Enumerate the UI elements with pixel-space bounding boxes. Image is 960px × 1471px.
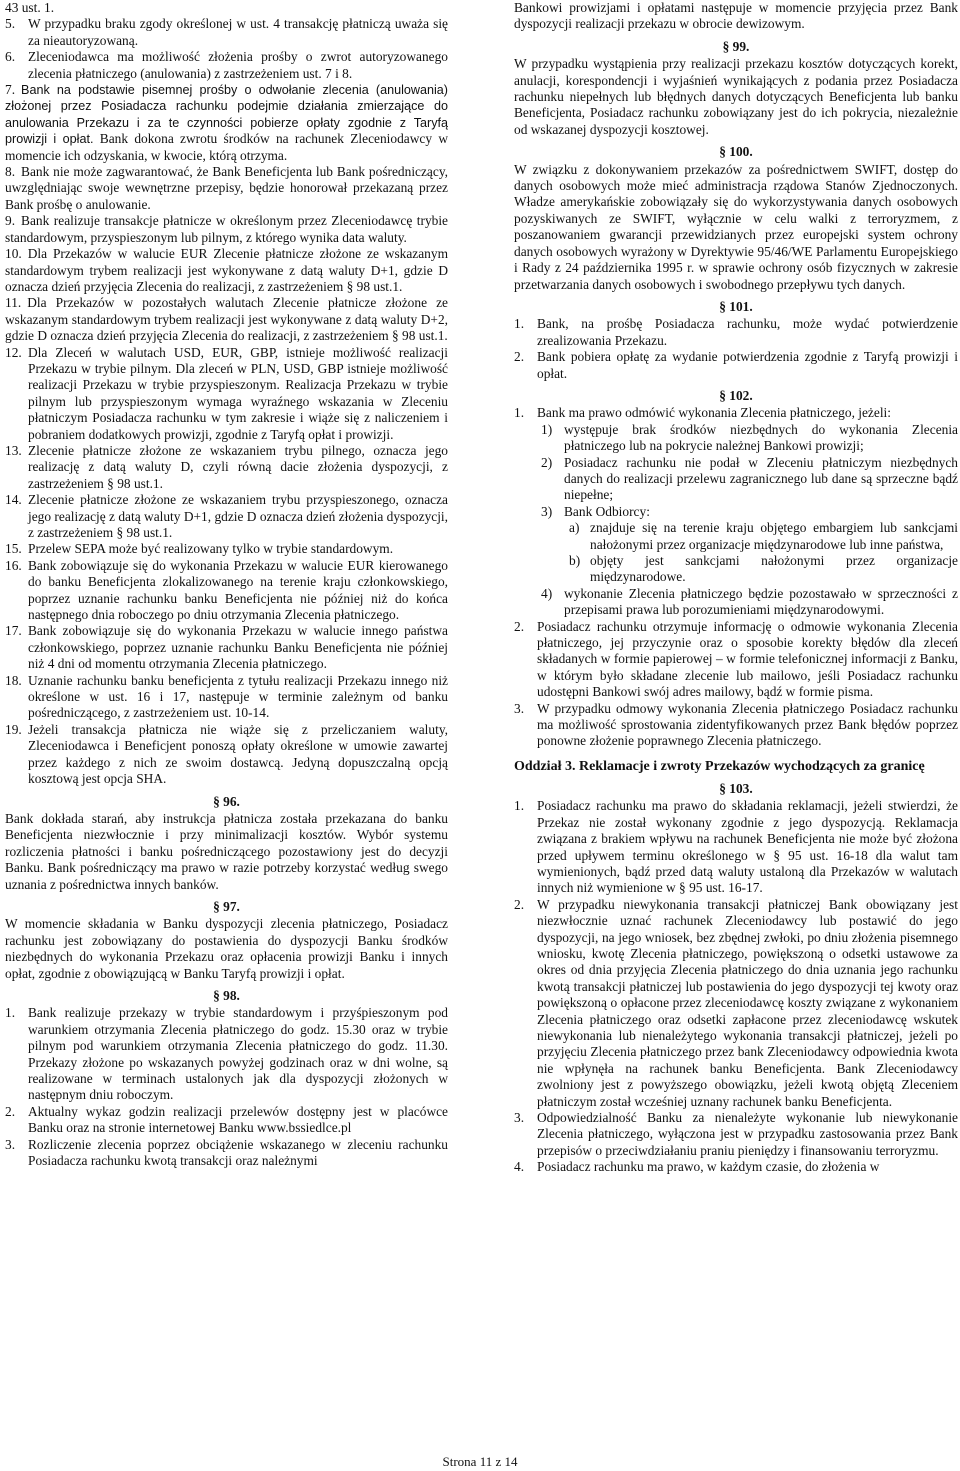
section-number: § 99. — [722, 38, 750, 54]
list-item: 4. Posiadacz rachunku ma prawo, w każdym czasie, do złożenia w — [514, 1159, 880, 1175]
sub-item: 2) Posiadacz rachunku nie podał w Zleceniu płatniczym niezbędnych danych do realizacji przelewu zagranicznego lub dane są sprzeczne bądź niepełne; — [541, 454, 958, 503]
section-number: § 96. — [213, 793, 240, 809]
list-item: 11. Dla Przekazów w pozostałych walutach Zlecenie płatnicze złożone ze wskazanym standardowym trybem realizacji jest wykonywane z datą waluty D+2, gdzie D oznacza dzień przyjęcia Zlecenia do realizacji, z zastrzeżeniem § 98 ust.1. — [5, 295, 448, 344]
paragraph: Bank dokłada starań, aby instrukcja płatnicza została przekazana do banku Beneficjenta niezwłocznie i przy minimalizacji kosztów. Wybór systemu rozliczenia płatności i banku pośredniczącego pozostawiony jest do decyzji Banku. Bank pośredniczący ma prawo w razie potrzeby korzystać według swego uznania z pośrednictwa innych banków. — [5, 810, 448, 892]
sub-sub-item: a) znajduje się na terenie kraju objętego embargiem lub sankcjami nałożonymi przez organizacje międzynarodowe lub inne państwa, — [569, 520, 958, 552]
left-column — [5, 0, 448, 1169]
list-item: 2. W przypadku niewykonania transakcji płatniczej Bank obowiązany jest niezwłocznie uznać rachunek Zleceniodawcy lub postawić do jego dyspozycji, na jego wniosek, bez zbędnej zwłoki, po dniu złożenia pisemnego wniosku, kwotę Zlecenia płatniczego, powiększoną o odsetki ustawowe za okres od dnia przyjęcia Zlecenia płatniczego do dnia uznania jego rachunku kwotą transakcji płatniczej lub postawienia do jego dyspozycji tej kwoty oraz powiększoną o opłacone przez zleceniodawcę koszty związane z wykonaniem Zlecenia płatniczego oraz odsetki zapłacone przez zleceniodawcę wskutek niewykonania lub nienależytego wykonania transakcji płatniczej, jeżeli po przyjęciu Zlecenia płatniczego przez bank Zleceniodawcy odpowiednia kwota nie wpłynęła na rachunek banku Beneficjenta. Bank Zleceniodawcy zwolniony jest z powyższego obowiązku, jeżeli kwotą objętą Zleceniem płatniczym został wcześniej uznany rachunek banku Beneficjenta. — [514, 896, 958, 1109]
list-item: 1. Bank, na prośbę Posiadacza rachunku, może wydać potwierdzenie zrealizowania Przekazu. — [514, 316, 958, 348]
sub-item: 3) Bank Odbiorcy: — [541, 503, 650, 519]
right-column — [514, 0, 958, 1176]
paragraph: Bankowi prowizjami i opłatami następuje w momencie przyjęcia przez Bank dyspozycji realizacji przekazu w obrocie dewizowym. — [514, 0, 958, 32]
section-number: § 103. — [719, 780, 753, 796]
list-item: 2. Bank pobiera opłatę za wydanie potwierdzenia zgodnie z Taryfą prowizji i opłat. — [514, 349, 958, 381]
page-footer: Strona 11 z 14 — [442, 1454, 518, 1469]
list-item: 1. Posiadacz rachunku ma prawo do składania reklamacji, jeżeli stwierdzi, że Przekaz nie został wykonany zgodnie z jego dyspozycją. Reklamacja związana z brakiem wpływu na rachunek Beneficjenta nie może być złożona przed upływem terminu określonego w § 95 ust. 16-18 dla walut tam wymienionych, bądź przed datą waluty ustaloną dla Przekazów w walutach innych niż wymienione w § 95 ust. 16-17. — [514, 798, 958, 896]
list-item: 18. Uznanie rachunku banku beneficjenta z tytułu realizacji Przekazu innego niż określone w ust. 16 i 17, następuje w terminie zależnym od banku pośredniczącego, z zastrzeżeniem ust. 10-14. — [5, 672, 448, 721]
list-item: 13. Zlecenie płatnicze złożone ze wskazaniem trybu pilnego, oznacza jego realizację z datą waluty D, czyli równą dacie złożenia dyspozycji, z zastrzeżeniem § 98 ust.1. — [5, 442, 448, 491]
list-item: 10. Dla Przekazów w walucie EUR Zlecenie płatnicze złożone ze wskazanym standardowym trybem realizacji jest wykonywane z datą waluty D+1, gdzie D oznacza dzień przyjęcia Zlecenia do realizacji, z zastrzeżeniem § 98 ust.1. — [5, 246, 448, 294]
list-item: 6. Zleceniodawca ma możliwość złożenia prośby o zwrot autoryzowanego zlecenia płatniczego (anulowania) z zastrzeżeniem ust. 7 i 8. — [5, 49, 448, 81]
sub-item: 4) wykonanie Zlecenia płatniczego będzie pozostawało w sprzeczności z przepisami prawa lub porozumieniami międzynarodowymi. — [541, 585, 958, 618]
list-item: 7. Bank na podstawie pisemnej prośby o odwołanie zlecenia (anulowania) złożonej przez Posiadacza rachunku podejmie działania zmierzające do anulowania Przekazu i za te czynności pobierze opłaty zgodnie z Taryfą prowizji i opłat. Bank dokona zwrotu środków na rachunek Zleceniodawcy w momencie ich odzyskania, w kwocie, którą otrzyma. — [5, 82, 448, 163]
sub-sub-item: b) objęty jest sankcjami nałożonymi przez organizacje międzynarodowe. — [569, 553, 958, 585]
paragraph: W momencie składania w Banku dyspozycji zlecenia płatniczego, Posiadacz rachunku jest zobowiązany do postawienia do dyspozycji Banku środków niezbędnych do wykonania Przekazu oraz opłacenia prowizji Banku i innych opłat, zgodnie z obowiązującą w Banku Taryfą prowizji i opłat. — [5, 916, 448, 981]
list-item: 2. Aktualny wykaz godzin realizacji przelewów dostępny jest w placówce Banku oraz na stronie internetowej Banku www.bssiedlce.pl — [5, 1103, 448, 1136]
section-number: § 102. — [719, 387, 753, 403]
list-item: 12. Dla Zleceń w walutach USD, EUR, GBP, istnieje możliwość realizacji Przekazu w trybie pilnym. Dla zleceń w PLN, USD, GBP istnieje możliwość realizacji Przekazu w trybie przyspieszonym. Realizacja Przekazu w trybie pilnym lub przyspieszonym wymaga wyraźnego wskazania w Zleceniu płatniczym Posiadacza rachunku w tym zakresie i wiąże się z naliczeniem i pobraniem dodatkowych prowizji, zgodnie z Taryfą opłat i prowizji. — [5, 344, 448, 442]
list-item: 3. W przypadku odmowy wykonania Zlecenia płatniczego Posiadacz rachunku ma możliwość sprostowania zidentyfikowanych przez Bank błędów poprzez ponowne złożenie poprawnego Zlecenia płatniczego. — [514, 700, 958, 749]
list-item: 14. Zlecenie płatnicze złożone ze wskazaniem trybu przyspieszonego, oznacza jego realizację z datą waluty D+1, gdzie D oznacza dzień złożenia dyspozycji, z zastrzeżeniem § 98 ust.1. — [5, 492, 448, 540]
paragraph: W związku z dokonywaniem przekazów za pośrednictwem SWIFT, dostęp do danych osobowych może mieć administracja rządowa Stanów Zjednoczonych. Władze amerykańskie zobowiązały się do wykorzystywania danych osobowych pozyskiwanych ze SWIFT, wyłącznie w celu walki z terroryzmem, z poszanowaniem gwarancji przewidzianych przez europejski system ochrony danych osobowych wyrażony w Dyrektywie 95/46/WE Parlamentu Europejskiego i Rady z 24 października 1995 r. w sprawie ochrony osób fizycznych w zakresie przetwarzania danych osobowych i swobodnego przepływu tych danych. — [514, 161, 958, 292]
list-item: 15. Przelew SEPA może być realizowany tylko w trybie standardowym. — [5, 541, 394, 557]
list-item: 8. Bank nie może zagwarantować, że Bank Beneficjenta lub Bank pośredniczący, uwzględniając swoje wewnętrzne przepisy, będzie honorował przekazaną przez Bank prośbę o anulowanie. — [5, 164, 448, 212]
list-item: 2. Posiadacz rachunku otrzymuje informację o odmowie wykonania Zlecenia płatniczego, jej przyczynie oraz o sposobie korekty błędów dla zleceń składanych w formie papierowej – w formie telefonicznej informacji z Banku, w którym było składane zlecenie lub mailowo, jeśli Posiadacz rachunku udostępni Bankowi swój adres mailowy, bądź w formie pisma. — [514, 618, 958, 700]
list-item: 1. Bank realizuje przekazy w trybie standardowym i przyśpieszonym pod warunkiem otrzymania Zlecenia płatniczego do godz. 15.30 oraz w trybie pilnym pod warunkiem otrzymania Zlecenia płatniczego do godz. 11.30. Przekazy złożone po wskazanych powyżej godzinach oraz w dni wolne, są realizowane w terminach ustalonych jak dla dyspozycji złożonych w następnym dniu roboczym. — [5, 1005, 448, 1103]
paragraph: 43 ust. 1. — [5, 0, 55, 15]
list-item: 3. Rozliczenie zlecenia poprzez obciążenie wskazanego w zleceniu rachunku Posiadacza rachunku kwotą transakcji oraz należnymi — [5, 1136, 448, 1169]
list-item: 1. Bank ma prawo odmówić wykonania Zlecenia płatniczego, jeżeli: — [514, 405, 891, 421]
section-heading: Oddział 3. Reklamacje i zwroty Przekazów wychodzących za granicę — [514, 758, 925, 774]
paragraph: W przypadku wystąpienia przy realizacji przekazu kosztów dotyczących korekt, anulacji, korespondencji i wyjaśnień wynikających z podania przez Posiadacza rachunku niepełnych lub błędnych danych dotyczących Beneficjenta lub banku Beneficjenta, Posiadacz rachunku zobowiązany jest do ich pokrycia, niezależnie od wskazanej dyspozycji kosztowej. — [514, 56, 958, 137]
sub-item: 1) występuje brak środków niezbędnych do wykonania Zlecenia płatniczego lub na pokrycie należnej Bankowi prowizji; — [541, 421, 958, 454]
list-item: 17. Bank zobowiązuje się do wykonania Przekazu w walucie innego państwa członkowskiego, poprzez uznanie rachunku Banku Beneficjenta nie później niż 4 dni od momentu otrzymania Zlecenia płatniczego. — [5, 623, 448, 672]
list-item: 5. W przypadku braku zgody określonej w ust. 4 transakcję płatniczą uważa się za nieautoryzowaną. — [5, 16, 448, 48]
section-number: § 101. — [719, 298, 753, 314]
list-item: 3. Odpowiedzialność Banku za nienależyte wykonanie lub niewykonanie Zlecenia płatniczego, wyłączona jest w przypadku zastosowania przez Bank przepisów o przeciwdziałaniu praniu pieniędzy i finansowaniu terroryzmu. — [514, 1110, 958, 1158]
section-number: § 98. — [213, 987, 240, 1003]
list-item: 19. Jeżeli transakcja płatnicza nie wiąże się z przeliczaniem waluty, Zleceniodawca i Beneficjent ponoszą opłaty określone w umowie zawartej przez każdego z nich ze swoim dostawcą. Jedyną dopuszczalną opcją kosztową jest opcja SHA. — [5, 721, 448, 787]
list-item: 16. Bank zobowiązuje się do wykonania Przekazu w walucie EUR kierowanego do banku Beneficjenta zlokalizowanego na terenie kraju członkowskiego, poprzez uznanie rachunku banku Beneficjenta nie później niż do końca następnego dnia roboczego po dniu otrzymania Zlecenia płatniczego. — [5, 557, 448, 623]
section-number: § 97. — [213, 898, 240, 914]
section-number: § 100. — [719, 144, 753, 160]
list-item: 9. Bank realizuje transakcje płatnicze w określonym przez Zleceniodawcę trybie standardowym, przyspieszonym lub pilnym, z którego wynika data waluty. — [5, 213, 448, 245]
